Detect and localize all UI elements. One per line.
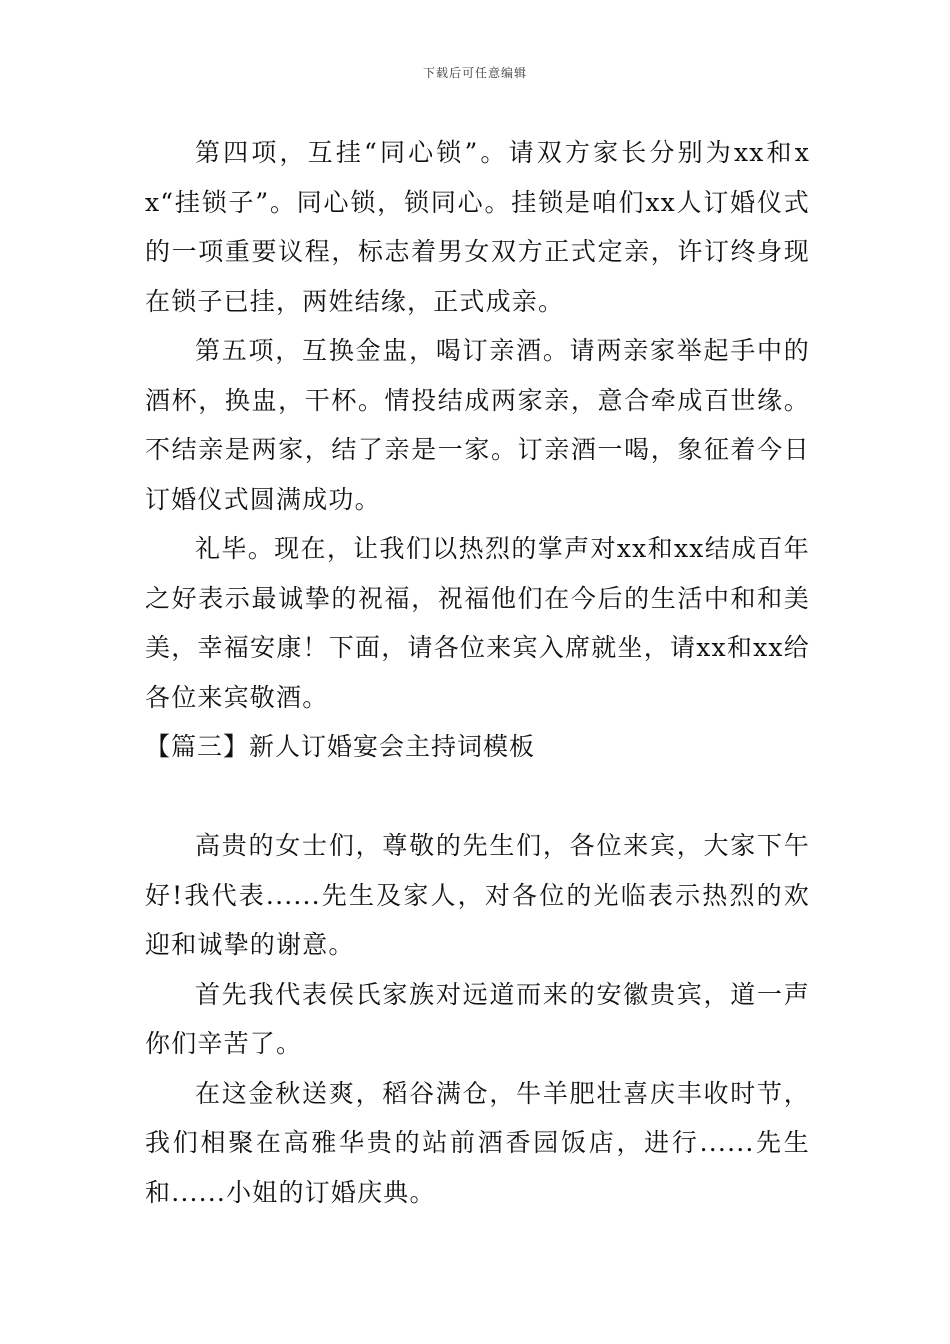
document-body [145, 128, 810, 1217]
blank-line [145, 772, 810, 822]
section-heading: 【篇三】新人订婚宴会主持词模板 [145, 732, 536, 761]
paragraph-greeting: 高贵的女士们，尊敬的先生们，各位来宾，大家下午好!我代表......先生及家人，对各位的光临表示热烈的欢迎和诚挚的谢意。 [145, 831, 810, 959]
paragraph-welcome-guests: 首先我代表侯氏家族对远道而来的安徽贵宾，道一声你们辛苦了。 [145, 979, 810, 1058]
paragraph-ceremony-end: 礼毕。现在，让我们以热烈的掌声对xx和xx结成百年之好表示最诚挚的祝福，祝福他们在今后的生活中和和美美，幸福安康！下面，请各位来宾入席就坐，请xx和xx给各位来宾敬酒。 [145, 534, 810, 712]
paragraph-item-five: 第五项，互换金盅，喝订亲酒。请两亲家举起手中的酒杯，换盅，干杯。情投结成两家亲，意合牵成百世缘。不结亲是两家，结了亲是一家。订亲酒一喝，象征着今日订婚仪式圆满成功。 [145, 336, 810, 514]
page-header: 下载后可任意编辑 [422, 66, 527, 80]
paragraph-autumn-occasion: 在这金秋送爽，稻谷满仓，牛羊肥壮喜庆丰收时节，我们相聚在高雅华贵的站前酒香园饭店，进行......先生和......小姐的订婚庆典。 [145, 1078, 810, 1207]
paragraph-item-four: 第四项，互挂“同心锁”。请双方家长分别为xx和xx“挂锁子”。同心锁，锁同心。挂锁是咱们xx人订婚仪式的一项重要议程，标志着男女双方正式定亲，许订终身现在锁子已挂，两姓结缘，正式成亲。 [145, 138, 810, 316]
